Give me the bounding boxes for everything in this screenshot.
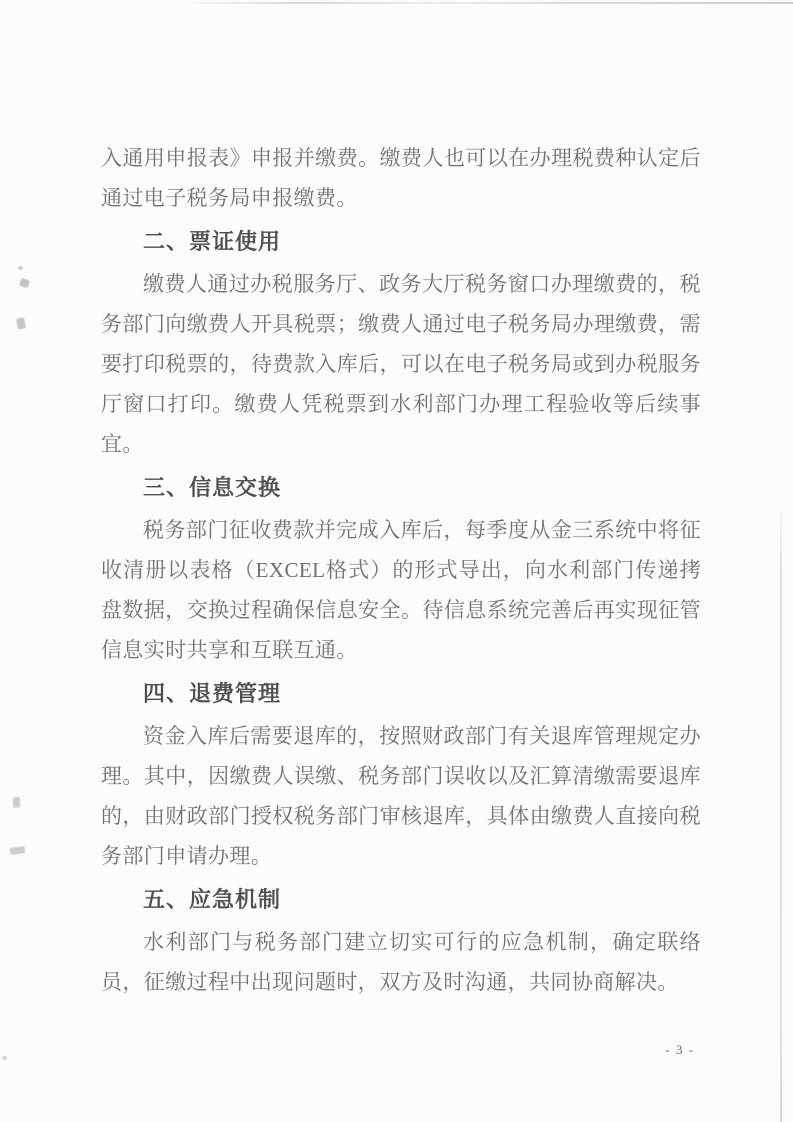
scan-smudge-artifact <box>18 266 23 270</box>
section-heading-information-exchange: 三、信息交换 <box>143 475 282 500</box>
scan-smudge-artifact <box>10 846 26 855</box>
paragraph-ticket-use: 缴费人通过办税服务厅、政务大厅税务窗口办理缴费的，税务部门向缴费人开具税票；缴费人通过电子税务局办理缴费，需要打印税票的，待费款入库后，可以在电子税务局或到办税服务厅窗口打印。缴费人凭税票到水利部门办理工程验收等后续事宜。 <box>101 272 701 456</box>
scan-smudge-artifact <box>2 1056 7 1060</box>
paragraph-declaration-continuation: 入通用申报表》申报并缴费。缴费人也可以在办理税费种认定后通过电子税务局申报缴费。 <box>101 146 701 210</box>
paragraph-refund-management: 资金入库后需要退库的，按照财政部门有关退库管理规定办理。其中，因缴费人误缴、税务部门误收以及汇算清缴需要退库的，由财政部门授权税务部门审核退库，具体由缴费人直接向税务部门申请办理。 <box>101 724 701 868</box>
section-heading-emergency-mechanism: 五、应急机制 <box>143 887 282 912</box>
scan-top-edge-artifact <box>0 2 793 4</box>
section-heading-refund-management: 四、退费管理 <box>143 681 282 706</box>
section-heading-ticket-use: 二、票证使用 <box>143 229 282 254</box>
document-body <box>101 138 701 1002</box>
scan-smudge-artifact <box>19 278 30 288</box>
paragraph-information-exchange: 税务部门征收费款并完成入库后，每季度从金三系统中将征收清册以表格（EXCEL格式）的形式导出，向水利部门传递拷盘数据，交换过程确保信息安全。待信息系统完善后再实现征管信息实时共享和互联互通。 <box>101 518 701 662</box>
scan-smudge-artifact <box>13 797 20 808</box>
scan-smudge-artifact <box>16 317 26 329</box>
page-number: - 3 - <box>665 1042 695 1057</box>
paragraph-emergency-mechanism: 水利部门与税务部门建立切实可行的应急机制，确定联络员，征缴过程中出现问题时，双方及时沟通，共同协商解决。 <box>101 930 701 994</box>
scan-right-edge-artifact <box>780 500 782 1122</box>
